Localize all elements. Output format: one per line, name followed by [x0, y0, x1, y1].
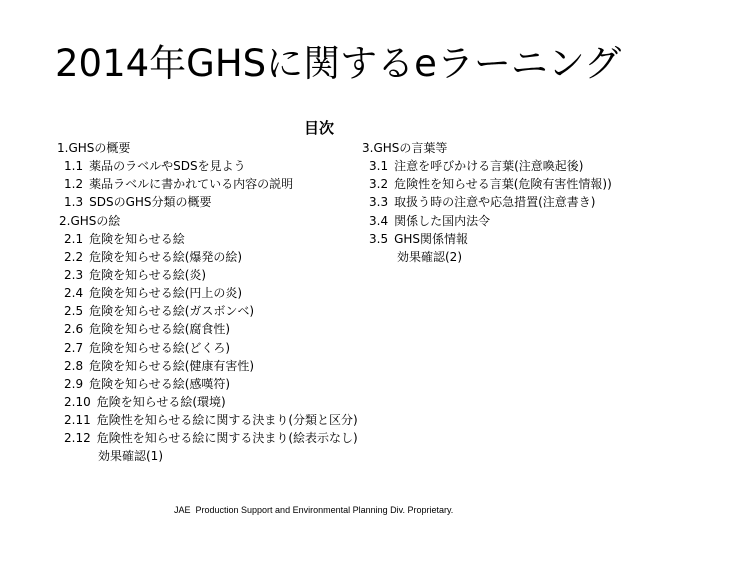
- toc-item-label: 危険を知らせる絵(爆発の絵): [89, 249, 243, 264]
- toc-item-2-1[interactable]: [57, 230, 358, 248]
- toc-item-3-3[interactable]: [362, 193, 612, 211]
- toc-item-label: 危険を知らせる絵(炎): [89, 267, 207, 282]
- toc-item-number: 2.10: [64, 394, 91, 409]
- toc-item-label: 関係した国内法令: [394, 213, 491, 228]
- toc-item-number: 2.7: [64, 340, 84, 355]
- toc-item-2-5[interactable]: [57, 302, 358, 320]
- toc-item-number: 2.5: [64, 304, 84, 319]
- toc-item-label: 危険を知らせる絵(どくろ): [89, 340, 231, 355]
- toc-item-number: 1.1: [64, 159, 84, 174]
- toc-item-label: GHS関係情報: [394, 231, 469, 246]
- toc-item-number: 1.3: [64, 195, 84, 210]
- toc-item-3-4[interactable]: [362, 212, 612, 230]
- toc-item-label: 薬品のラベルやSDSを見よう: [89, 159, 246, 174]
- footer-proprietary-notice: JAE Production Support and Environmental Planning Div. Proprietary.: [174, 505, 454, 515]
- toc-item-label: 危険を知らせる絵(感嘆符): [89, 376, 231, 391]
- toc-section-1[interactable]: 1.GHSの概要: [57, 141, 131, 155]
- toc-item-2-3[interactable]: [57, 266, 358, 284]
- toc-item-label: 薬品ラベルに書かれている内容の説明: [89, 177, 294, 192]
- toc-item-1-2[interactable]: [57, 175, 358, 193]
- toc-item-3-2[interactable]: [362, 175, 612, 193]
- toc-quiz-2[interactable]: 効果確認(2): [397, 249, 462, 264]
- toc-item-number: 2.1: [64, 231, 84, 246]
- toc-item-number: 2.11: [64, 413, 91, 428]
- toc-item-number: 2.6: [64, 322, 84, 337]
- toc-item-number: 2.3: [64, 267, 84, 282]
- toc-item-number: 2.9: [64, 376, 84, 391]
- toc-item-number: 3.3: [369, 195, 389, 210]
- toc-item-label: 危険性を知らせる言葉(危険有害性情報)): [394, 177, 612, 192]
- toc-right-column: [362, 139, 612, 266]
- toc-item-number: 2.8: [64, 358, 84, 373]
- toc-item-number: 1.2: [64, 177, 84, 192]
- toc-item-label: SDSのGHS分類の概要: [89, 195, 212, 210]
- toc-item-2-9[interactable]: [57, 375, 358, 393]
- toc-item-2-7[interactable]: [57, 339, 358, 357]
- toc-item-label: 注意を呼びかける言葉(注意喚起後): [394, 159, 584, 174]
- toc-item-label: 危険を知らせる絵: [89, 231, 185, 246]
- toc-item-1-3[interactable]: [57, 193, 358, 211]
- toc-item-2-11[interactable]: [57, 411, 358, 429]
- toc-item-label: 危険性を知らせる絵に関する決まり(絵表示なし): [96, 431, 358, 446]
- toc-item-label: 危険を知らせる絵(健康有害性): [89, 358, 255, 373]
- toc-item-label: 危険を知らせる絵(円上の炎): [89, 286, 243, 301]
- toc-item-label: 危険を知らせる絵(ガスボンベ): [89, 304, 255, 319]
- toc-item-3-5[interactable]: [362, 230, 612, 248]
- toc-quiz-1[interactable]: 効果確認(1): [98, 449, 163, 464]
- toc-section-3[interactable]: 3.GHSの言葉等: [362, 141, 448, 155]
- toc-item-2-8[interactable]: [57, 357, 358, 375]
- toc-item-label: 危険を知らせる絵(環境): [96, 394, 226, 409]
- toc-item-3-1[interactable]: [362, 157, 612, 175]
- toc-item-number: 2.12: [64, 431, 91, 446]
- toc-item-2-2[interactable]: [57, 248, 358, 266]
- toc-item-1-1[interactable]: [57, 157, 358, 175]
- toc-heading: 目次: [304, 119, 335, 137]
- toc-item-number: 3.5: [369, 231, 389, 246]
- toc-item-number: 2.4: [64, 286, 84, 301]
- toc-section-2[interactable]: 2.GHSの絵: [59, 213, 121, 228]
- toc-item-label: 危険性を知らせる絵に関する決まり(分類と区分): [96, 413, 358, 428]
- toc-item-label: 取扱う時の注意や応急措置(注意書き): [394, 195, 596, 210]
- toc-item-number: 3.1: [369, 159, 389, 174]
- toc-item-number: 2.2: [64, 249, 84, 264]
- toc-left-column: [57, 139, 358, 466]
- toc-item-number: 3.4: [369, 213, 389, 228]
- toc-item-2-4[interactable]: [57, 284, 358, 302]
- toc-item-2-12[interactable]: [57, 429, 358, 447]
- slide-title: 2014年GHSに関するeラーニング: [55, 42, 622, 85]
- toc-item-2-6[interactable]: [57, 320, 358, 338]
- toc-item-2-10[interactable]: [57, 393, 358, 411]
- toc-item-number: 3.2: [369, 177, 389, 192]
- toc-item-label: 危険を知らせる絵(腐食性): [89, 322, 231, 337]
